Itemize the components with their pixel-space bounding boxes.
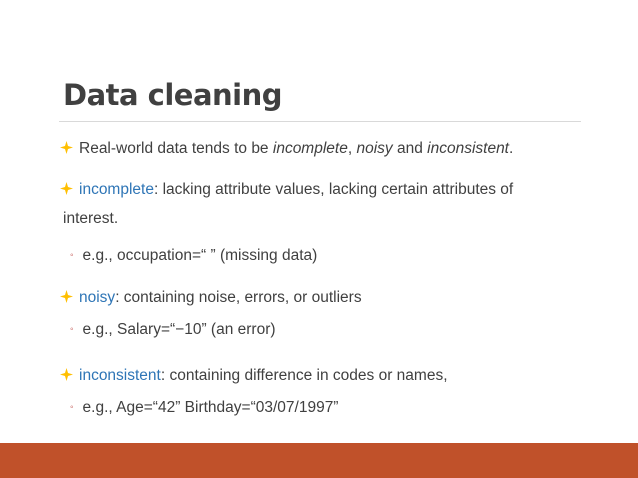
footer-band [0,443,638,478]
sub-bullet-text: e.g., Age=“42” Birthday=“03/07/1997” [82,399,339,416]
keyword-inconsistent: inconsistent [79,367,161,384]
four-point-star-diamond-icon [60,182,73,195]
keyword-incomplete: incomplete [272,140,348,157]
bullet-noisy [60,288,362,308]
sub-bullet-text: e.g., occupation=“ ” (missing data) [82,247,318,264]
sub-bullet-occupation [70,246,317,266]
sub-bullet-text: e.g., Salary=“−10” (an error) [82,321,276,338]
bullet-inconsistent [60,366,448,386]
hollow-circle-icon: ◦ [70,250,74,261]
period: . [509,140,514,157]
keyword-noisy: noisy [79,289,116,306]
keyword-inconsistent: inconsistent [427,140,509,157]
keyword-noisy: noisy [356,140,393,157]
bullet-incomplete-continuation: interest. [63,210,119,227]
keyword-incomplete: incomplete [79,181,154,198]
bullet-text: : containing noise, errors, or outliers [115,289,362,306]
bullet-text: Real-world data tends to be [79,140,273,157]
slide-title: Data cleaning [63,78,283,112]
bullet-text: : lacking attribute values, lacking certain attributes of [153,181,514,198]
separator: and [392,140,428,157]
bullet-real-world-data [60,139,513,159]
four-point-star-diamond-icon [60,368,73,381]
title-underline [59,121,581,122]
hollow-circle-icon: ◦ [70,324,74,335]
hollow-circle-icon: ◦ [70,402,74,413]
four-point-star-diamond-icon [60,141,73,154]
sub-bullet-salary [70,320,276,340]
four-point-star-diamond-icon [60,290,73,303]
sub-bullet-age [70,398,338,418]
separator: , [347,140,357,157]
bullet-incomplete [60,180,513,200]
bullet-text: : containing difference in codes or names, [160,367,448,384]
